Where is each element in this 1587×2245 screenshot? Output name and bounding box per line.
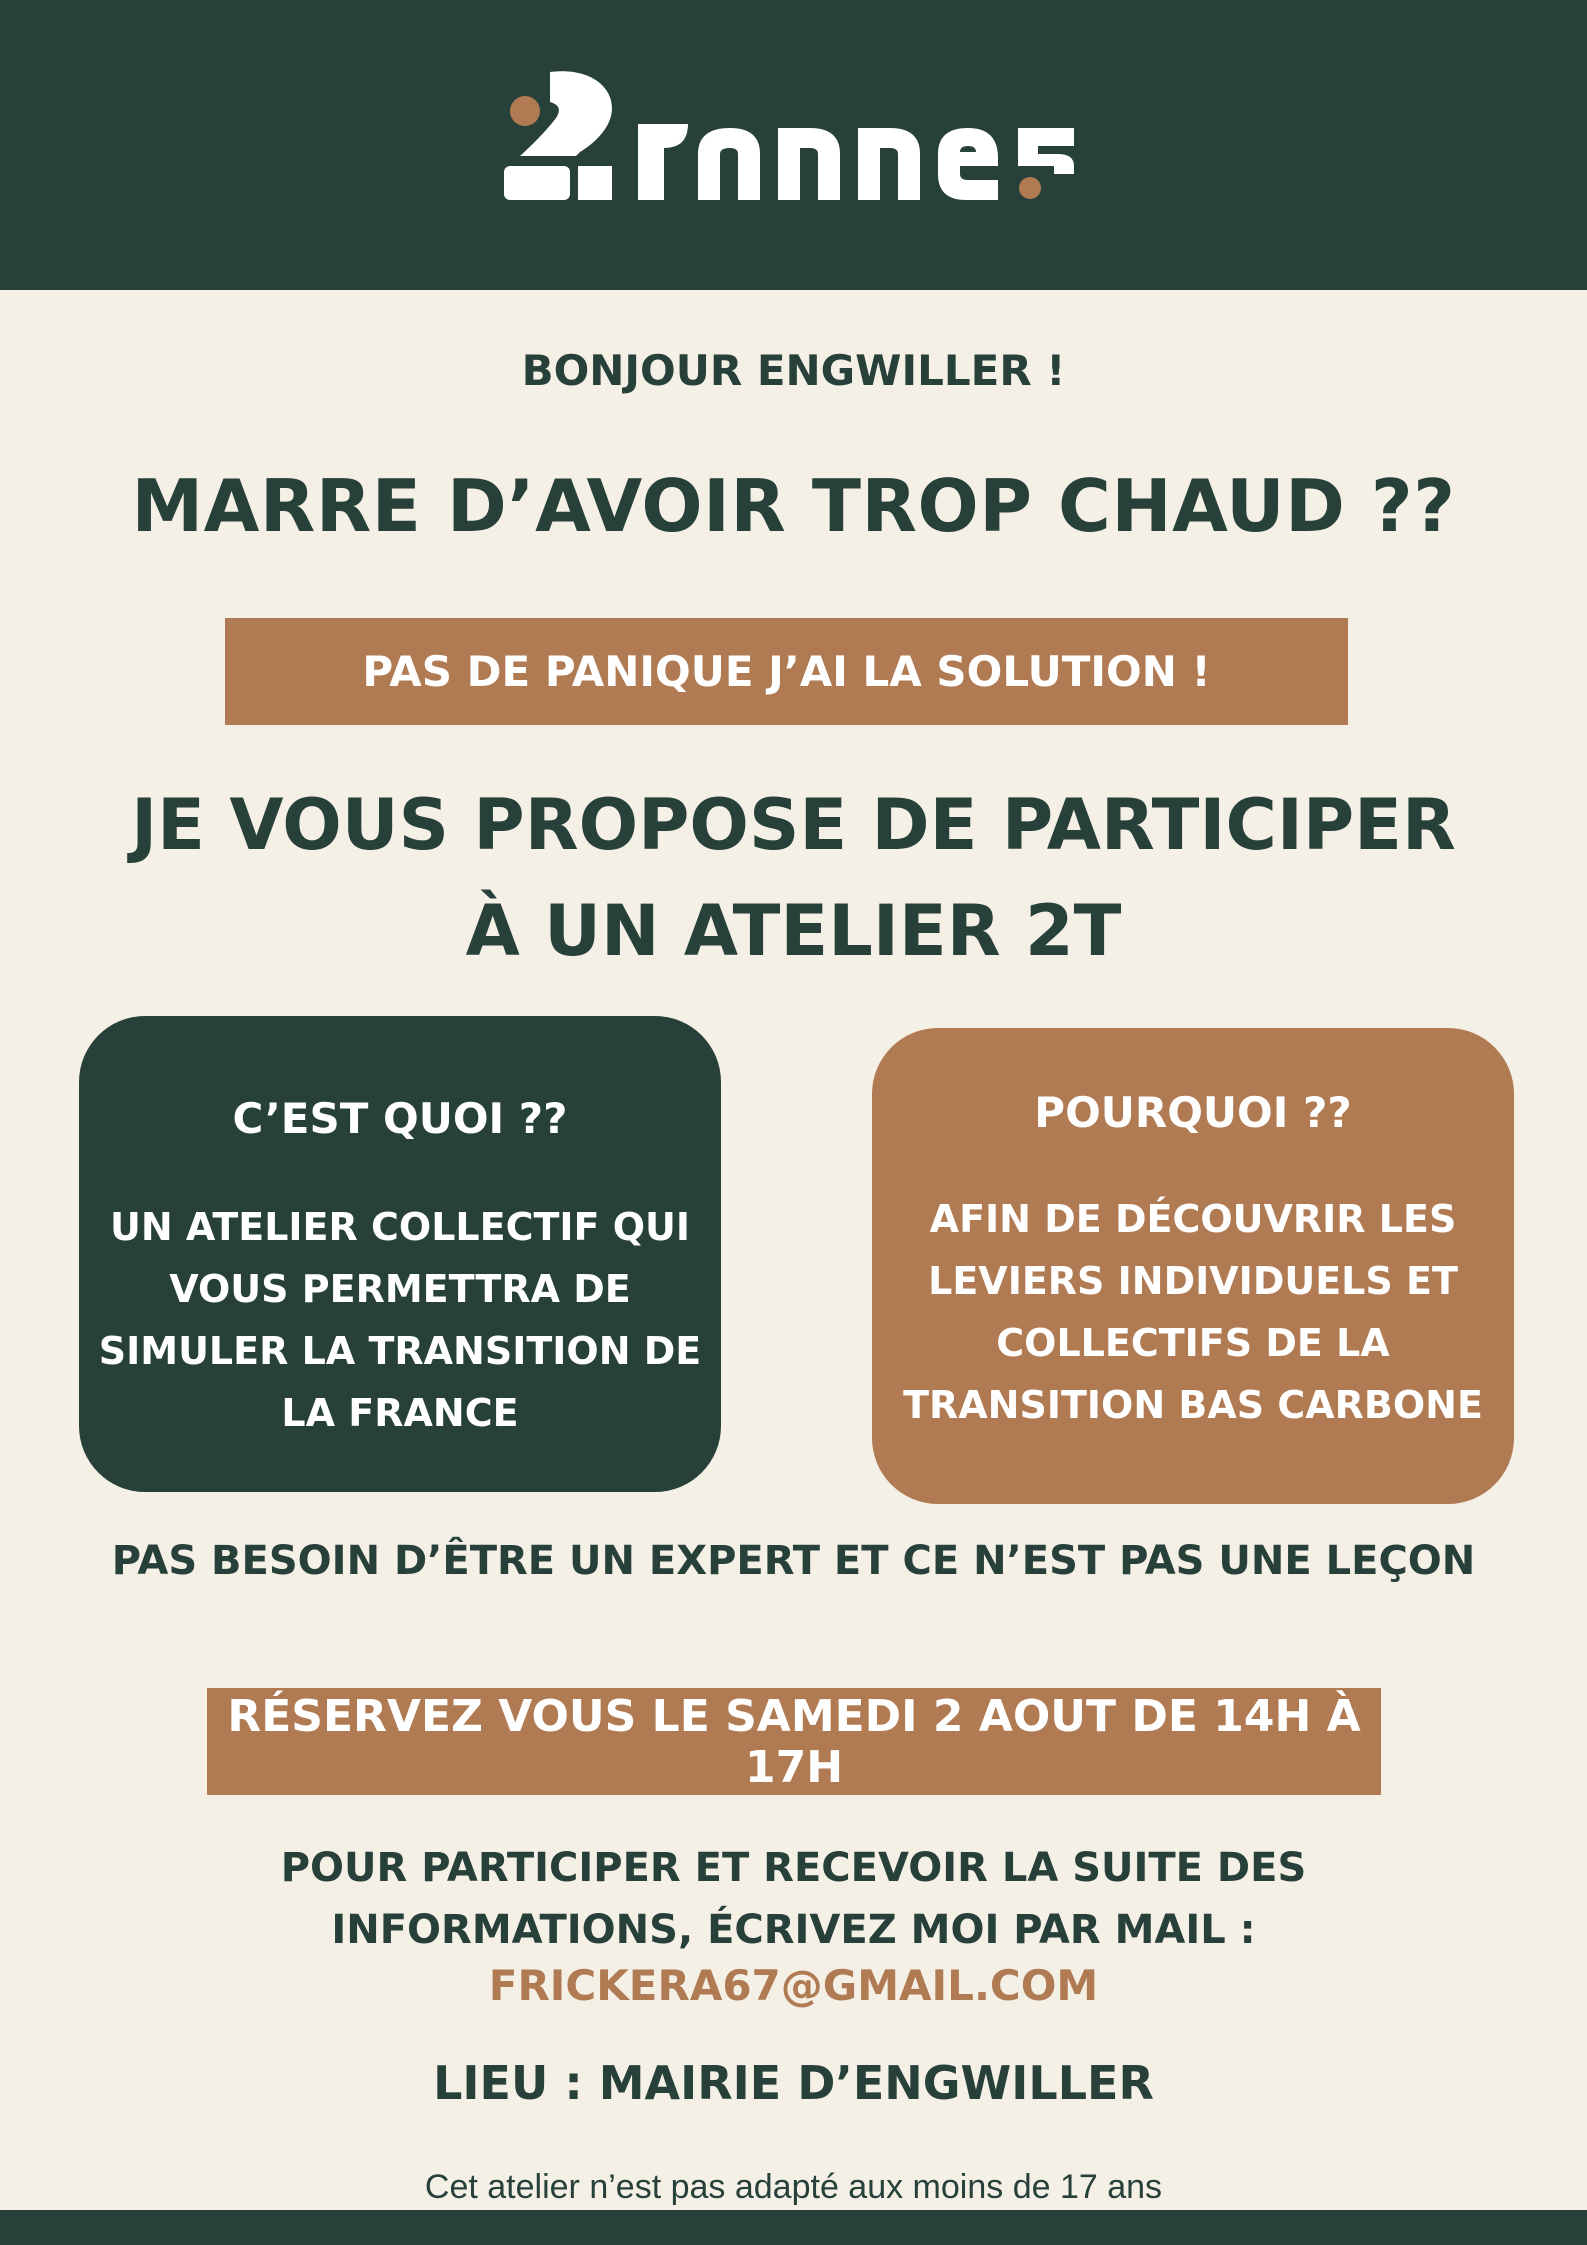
- card-what: [79, 1016, 721, 1492]
- solution-banner-text: PAS DE PANIQUE J’AI LA SOLUTION !: [362, 647, 1211, 696]
- card-why-body: AFIN DE DÉCOUVRIR LES LEVIERS INDIVIDUELS ET COLLECTIFS DE LA TRANSITION BAS CARBONE: [903, 1197, 1483, 1427]
- logo-2tonnes: [498, 62, 1088, 222]
- card-what-title: C’EST QUOI ??: [232, 1094, 568, 1143]
- propose-line-1: JE VOUS PROPOSE DE PARTICIPER: [131, 784, 1456, 866]
- contact-line-2: INFORMATIONS, ÉCRIVEZ MOI PAR MAIL :: [331, 1907, 1256, 1953]
- contact-line-1: POUR PARTICIPER ET RECEVOIR LA SUITE DES: [280, 1845, 1307, 1891]
- no-expert-text: PAS BESOIN D’ÊTRE UN EXPERT ET CE N’EST PAS UNE LEÇON: [111, 1538, 1476, 1584]
- card-what-body: UN ATELIER COLLECTIF QUI VOUS PERMETTRA DE SIMULER LA TRANSITION DE LA FRANCE: [98, 1205, 702, 1435]
- reserve-banner-text: RÉSERVEZ VOUS LE SAMEDI 2 AOUT DE 14H À 17H: [227, 1690, 1361, 1793]
- solution-banner: [225, 618, 1348, 725]
- card-why: [872, 1028, 1514, 1504]
- location-text: LIEU : MAIRIE D’ENGWILLER: [433, 2056, 1154, 2110]
- contact-text: [0, 1837, 1587, 1961]
- card-why-title: POURQUOI ??: [1034, 1088, 1352, 1137]
- age-note: Cet atelier n’est pas adapté aux moins de 17 ans: [424, 2168, 1163, 2206]
- reserve-banner: [207, 1688, 1381, 1795]
- propose-line-2: À UN ATELIER 2T: [465, 890, 1122, 972]
- header-bar: [0, 0, 1587, 290]
- greeting: BONJOUR ENGWILLER !: [521, 346, 1066, 395]
- headline: MARRE D’AVOIR TROP CHAUD ??: [131, 464, 1456, 548]
- propose-heading: [0, 772, 1587, 984]
- footer-bar: [0, 2210, 1587, 2245]
- contact-email[interactable]: FRICKERA67@GMAIL.COM: [488, 1961, 1099, 2010]
